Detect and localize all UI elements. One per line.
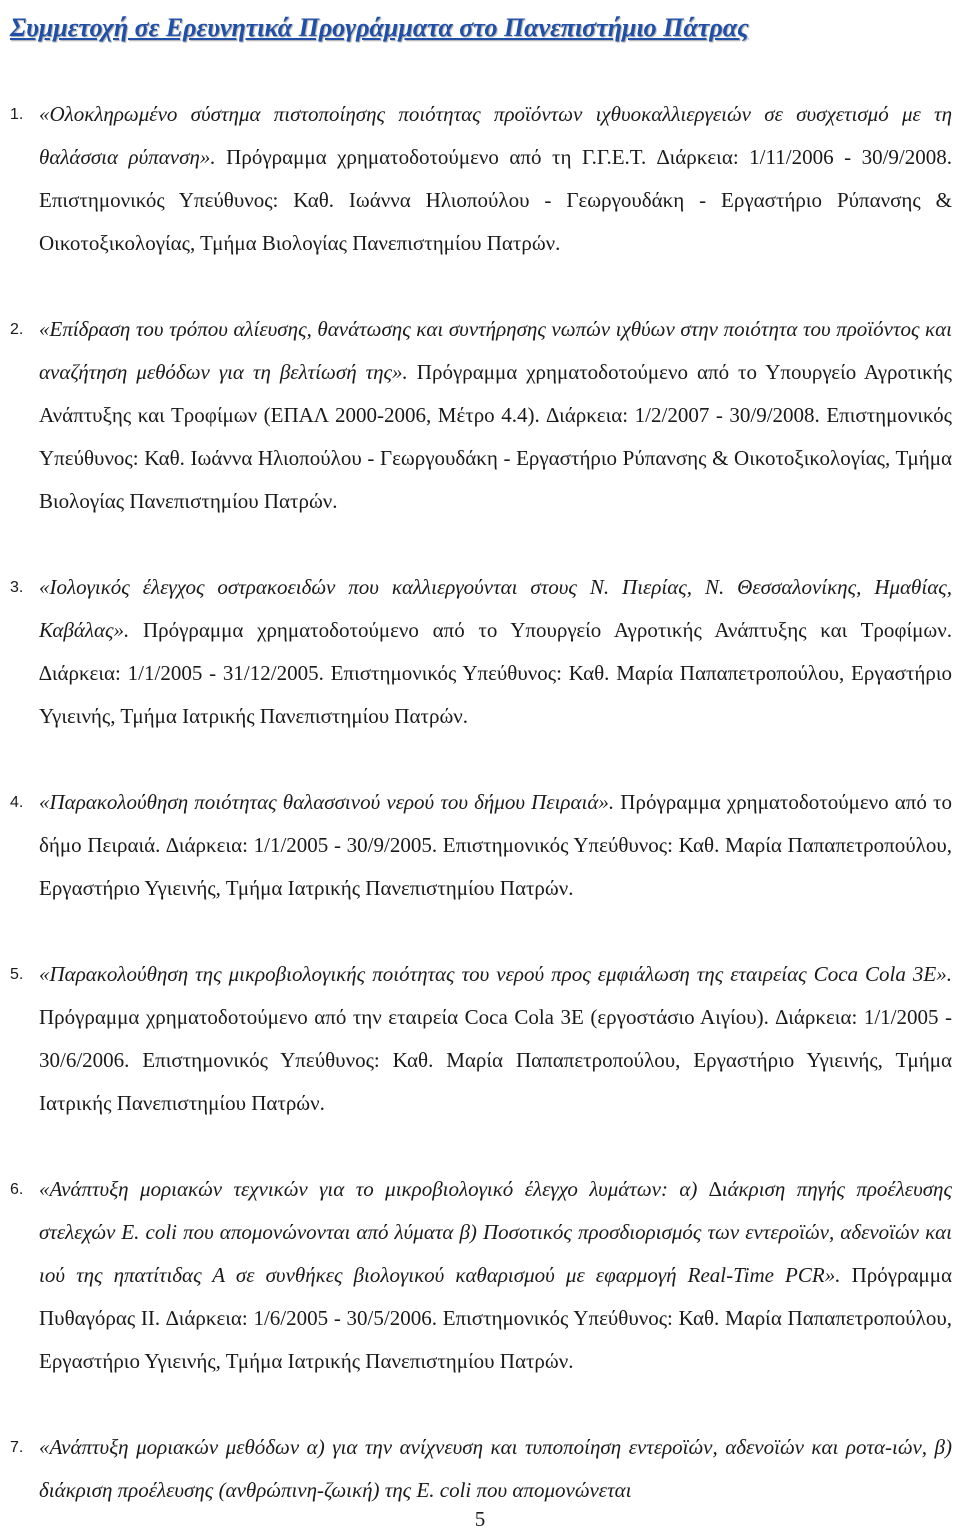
list-item — [10, 566, 953, 738]
item-number: 5. — [10, 966, 24, 983]
item-title: «Παρακολούθηση ποιότητας θαλασσινού νερού του δήμου Πειραιά». — [39, 790, 615, 814]
list-item — [10, 308, 952, 523]
item-number: 4. — [10, 794, 24, 811]
list-item — [10, 1168, 953, 1383]
page-number: 5 — [474, 1507, 486, 1531]
page-title: Συμμετοχή σε Ερευνητικά Προγράμματα στο Πανεπιστήμιο Πάτρας — [10, 13, 749, 42]
item-details: Πρόγραμμα χρηματοδοτούμενο από τη Γ.Γ.Ε.Τ. ∆ιάρκεια: 1/11/2006 - 30/9/2008. Επιστημονικός Υπεύθυνος: Καθ. Ιωάννα Ηλιοπούλου - Γεωργουδάκη - Εργαστήριο Ρύπανσης & Οικοτοξικολογίας, Τμήμα Βιολογίας Πανεπιστημίου Πατρών. — [39, 145, 953, 255]
item-details: Πρόγραμμα χρηματοδοτούμενο από το Υπουργείο Αγροτικής Ανάπτυξης και Τροφίμων. ∆ιάρκεια: 1/1/2005 - 31/12/2005. Επιστημονικός Υπεύθυνος: Καθ. Μαρία Παπαπετροπούλου, Εργαστήριο Υγιεινής, Τμήμα Ιατρικής Πανεπιστημίου Πατρών. — [39, 618, 953, 728]
item-number: 7. — [10, 1439, 24, 1456]
item-details: Πρόγραμμα χρηματοδοτούμενο από την εταιρεία Coca Cola 3E (εργοστάσιο Αιγίου). ∆ιάρκεια: 1/1/2005 - 30/6/2006. Επιστημονικός Υπεύθυνος: Καθ. Μαρία Παπαπετροπούλου, Εργαστήριο Υγιεινής, Τμήμα Ιατρικής Πανεπιστημίου Πατρών. — [39, 1005, 952, 1115]
item-number: 3. — [10, 579, 24, 596]
item-details: Πρόγραμμα χρηματοδοτούμενο από το δήμο Πειραιά. ∆ιάρκεια: 1/1/2005 - 30/9/2005. Επιστημονικός Υπεύθυνος: Καθ. Μαρία Παπαπετροπούλου, Εργαστήριο Υγιεινής, Τμήμα Ιατρικής Πανεπιστημίου Πατρών. — [39, 790, 952, 900]
item-number: 1. — [10, 106, 24, 123]
item-details: Πρόγραμμα Πυθαγόρας ΙΙ. ∆ιάρκεια: 1/6/2005 - 30/5/2006. Επιστημονικός Υπεύθυνος: Καθ. Μαρία Παπαπετροπούλου, Εργαστήριο Υγιεινής, Τμήμα Ιατρικής Πανεπιστημίου Πατρών. — [39, 1263, 953, 1373]
list-item — [10, 781, 952, 910]
list-item — [10, 953, 952, 1125]
item-number: 6. — [10, 1181, 24, 1198]
item-title: «Ολοκληρωμένο σύστημα πιστοποίησης ποιότητας προϊόντων ιχθυοκαλλιεργειών σε συσχετισμό με τη θαλάσσια ρύπανση». — [39, 102, 952, 169]
list-item — [10, 93, 953, 265]
item-number: 2. — [10, 321, 24, 338]
item-title: «Ανάπτυξη μοριακών μεθόδων α) για την ανίχνευση και τυποποίηση εντεροϊών, αδενοϊών και ροτα-ιών, β) διάκριση προέλευσης (ανθρώπινη-ζωική) της E. coli που απομονώνεται — [39, 1435, 952, 1502]
list-item — [10, 1426, 952, 1512]
item-title: «Ανάπτυξη μοριακών τεχνικών για το μικροβιολογικό έλεγχο λυμάτων: α) ∆ιάκριση πηγής προέλευσης στελεχών E. coli που απομονώνονται από λύματα β) Ποσοτικός προσδιορισμός των εντεροϊών, αδενοϊών και ιού της ηπατίτιδας Α σε συνθήκες βιολογικού καθαρισμού με εφαρμογή Real-Time PCR». — [39, 1177, 952, 1287]
item-title: «Ιολογικός έλεγχος οστρακοειδών που καλλιεργούνται στους Ν. Πιερίας, Ν. Θεσσαλονίκης, Ημαθίας, Καβάλας». — [39, 575, 952, 642]
item-details: Πρόγραμμα χρηματοδοτούμενο από το Υπουργείο Αγροτικής Ανάπτυξης και Τροφίμων (ΕΠΑΛ 2000-2006, Μέτρο 4.4). ∆ιάρκεια: 1/2/2007 - 30/9/2008. Επιστημονικός Υπεύθυνος: Καθ. Ιωάννα Ηλιοπούλου - Γεωργουδάκη - Εργαστήριο Ρύπανσης & Οικοτοξικολογίας, Τμήμα Βιολογίας Πανεπιστημίου Πατρών. — [39, 360, 952, 513]
item-title: «Παρακολούθηση της μικροβιολογικής ποιότητας του νερού προς εμφιάλωση της εταιρείας Coca Cola 3E». — [39, 962, 952, 986]
item-title: «Επίδραση του τρόπου αλίευσης, θανάτωσης και συντήρησης νωπών ιχθύων στην ποιότητα του προϊόντος και αναζήτηση μεθόδων για τη βελτίωσή της». — [39, 317, 952, 384]
